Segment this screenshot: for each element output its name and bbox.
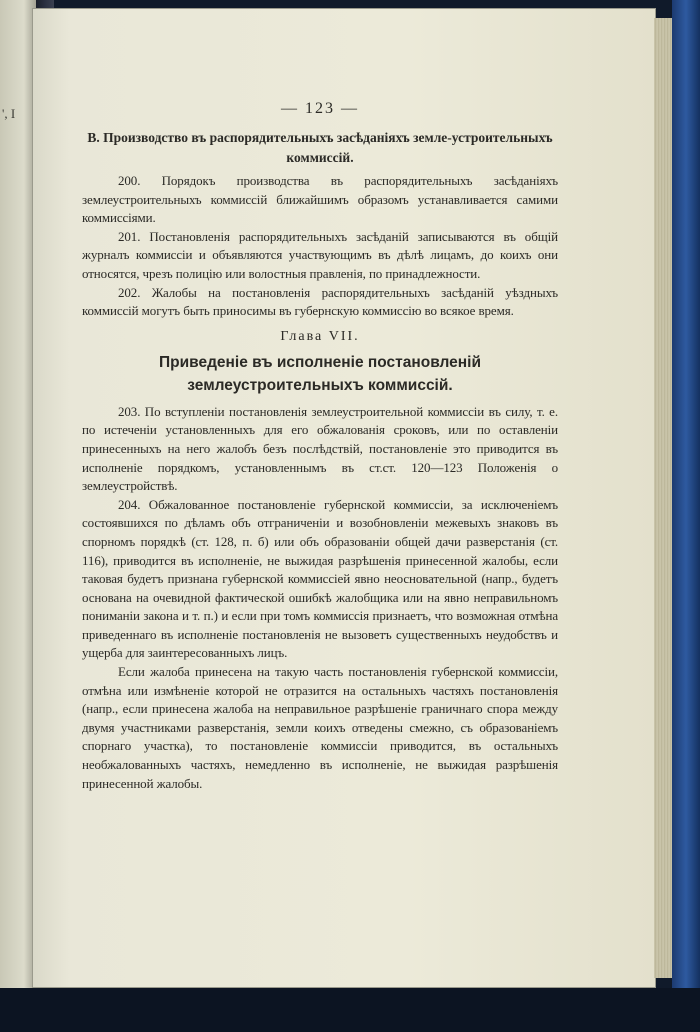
paragraph-200: 200. Порядокъ производства въ распорядительныхъ засѣданіяхъ землеустроительныхъ коммиссій ближайшимъ образомъ устанавливается самими коммиссіями. bbox=[82, 173, 558, 226]
page-text bbox=[82, 100, 558, 793]
section-title: В. Производство въ распорядительныхъ засѣданіяхъ земле-устроительныхъ коммиссій. bbox=[87, 130, 553, 165]
paragraph-204: 204. Обжалованное постановленіе губернской коммиссіи, за исключеніемъ состоявшихся по дѣламъ объ отграниченіи и возобновленіи межевыхъ знаковъ въ спорномъ порядкѣ (ст. 128, п. б) или объ образованіи общей дачи разверстанія (ст. 116), приводится въ исполненіе, не выжидая разрѣшенія принесенной жалобы, если таковая будетъ признана губернской коммиссіей явно неосновательной (напр., будетъ основана на очевидной фактической ошибкѣ жалобщика или на явно неправильномъ пониманіи закона и т. п.) и если при томъ коммиссія признаетъ, что возможная отмѣна приведеннаго въ исполненіе постановленія не вызоветъ существенныхъ неудобствъ и ущерба для заинтересованныхъ лицъ. bbox=[82, 496, 558, 661]
book-cover-edge bbox=[672, 0, 700, 1032]
bottom-background bbox=[0, 988, 700, 1032]
chapter-title: Приведеніе въ исполненіе постановленій землеустроительныхъ коммиссій. bbox=[159, 353, 481, 394]
left-page-fragment: ', I bbox=[2, 106, 16, 121]
chapter-label: Глава VII. bbox=[280, 328, 360, 344]
paragraph-204-continued: Если жалоба принесена на такую часть постановленія губернской коммиссіи, отмѣна или измѣненіе которой не отразится на остальныхъ частяхъ постановленія (напр., если принесена жалоба на неправильное разрѣшеніе граничнаго спора между двумя участниками разверстанія, земли коихъ отведены смежно, съ образованіемъ спорнаго участка), то постановленіе коммиссіи приводится, въ остальныхъ необжалованныхъ частяхъ, немедленно въ исполненіе, не выжидая разрѣшенія принесенной жалобы. bbox=[82, 664, 558, 791]
paragraph-201: 201. Постановленія распорядительныхъ засѣданій записываются въ общій журналъ коммиссіи и объявляются участвующимъ въ дѣлѣ лицамъ, до коихъ они относятся, чрезъ полицію или волостныя правленія, по принадлежности. bbox=[82, 228, 558, 281]
paragraph-203: 203. По вступленіи постановленія землеустроительной коммиссіи въ силу, т. е. по истеченіи установленныхъ для его обжалованія сроковъ, или по оставленіи принесенныхъ на него жалобъ безъ послѣдствій, постановленіе это приводится въ исполненіе порядкомъ, установленнымъ въ ст.ст. 120—123 Положенія о землеустройствѣ. bbox=[82, 403, 558, 494]
page-stack-edge bbox=[654, 18, 674, 978]
page-number: — 123 — bbox=[281, 100, 359, 117]
paragraph-202: 202. Жалобы на постановленія распорядительныхъ засѣданій уѣздныхъ коммиссій могутъ быть приносимы въ губернскую коммиссію во всякое время. bbox=[82, 284, 558, 319]
